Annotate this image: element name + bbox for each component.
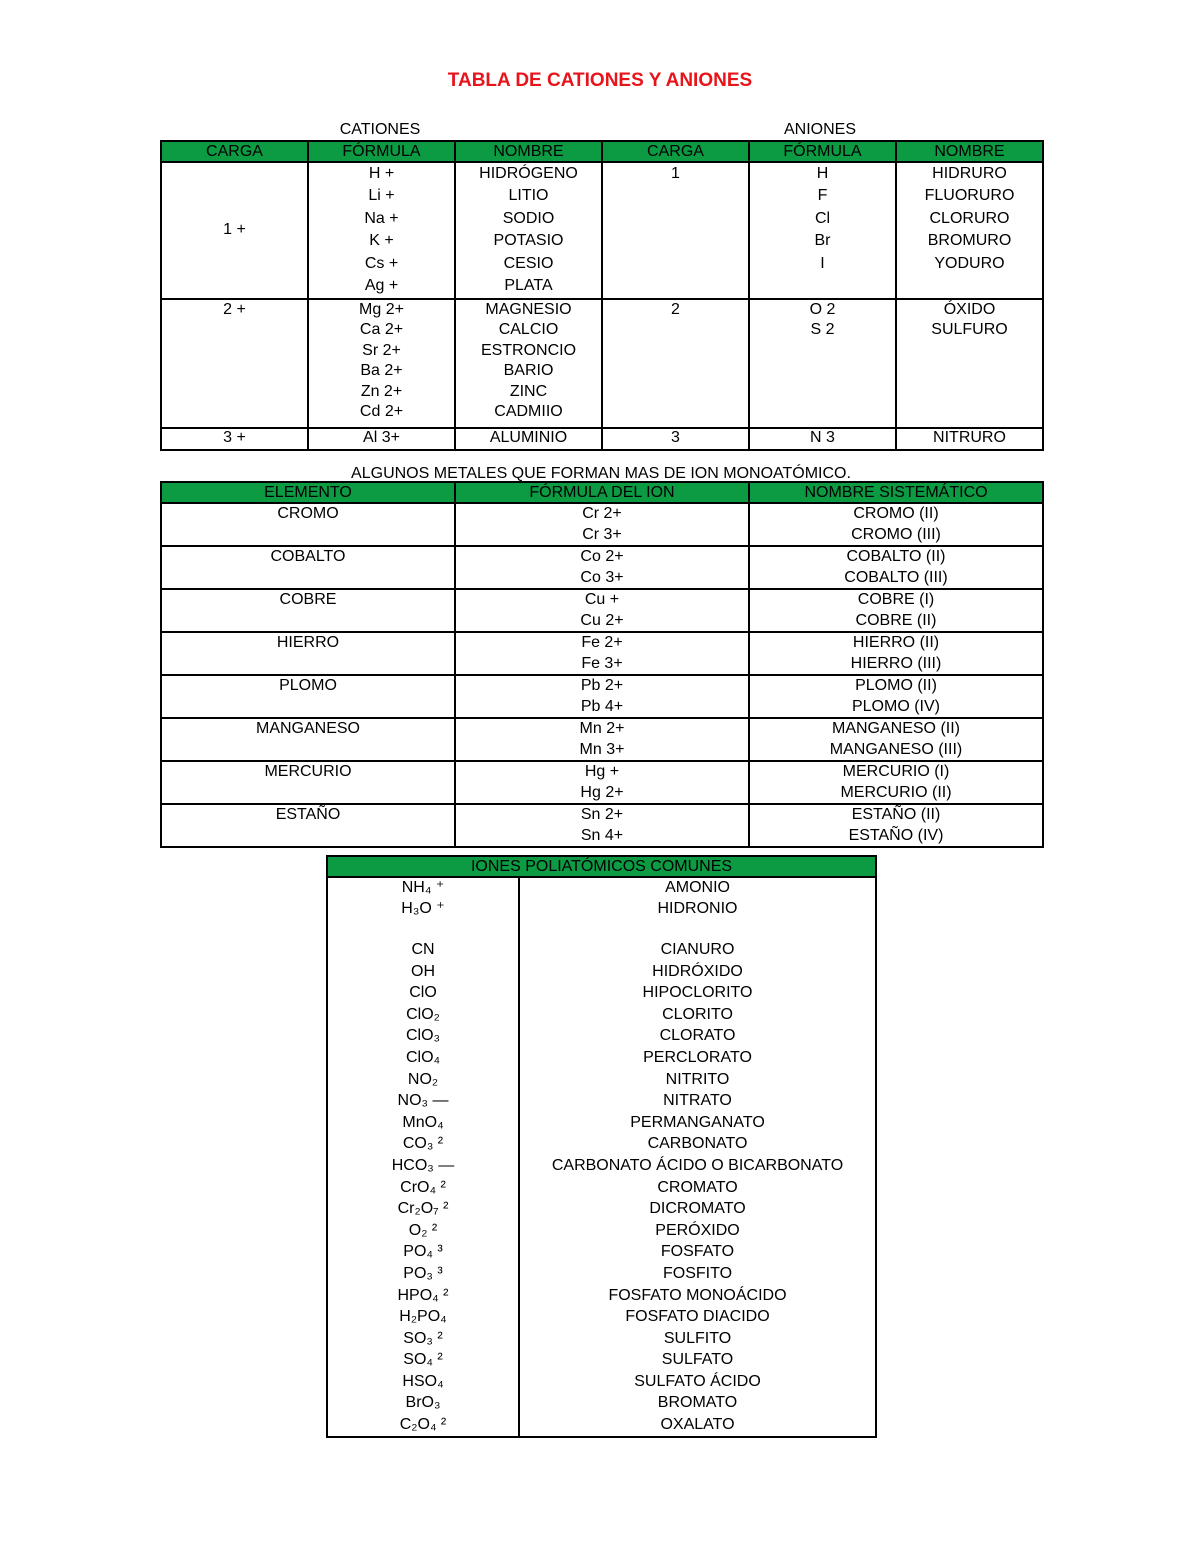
col-header-nombre-sistematico: NOMBRE SISTEMÁTICO [749,482,1043,503]
polyatomic-row [327,877,876,1437]
poly-formula: HSO₄ [402,1372,444,1390]
poly-name: SULFATO [661,1351,734,1369]
cation-charge: 1 + [223,221,246,239]
poly-name: CROMATO [657,1178,738,1196]
metal-row [161,546,1043,589]
poly-formula: ClO₂ [406,1005,440,1023]
metal-systematic-name: COBALTO (III) [844,568,948,586]
anion-name: BROMURO [927,232,1012,250]
metal-ions-cell [455,761,749,804]
anion-formula: F [817,187,828,205]
ions-table-header [161,141,1043,162]
metal-ion-formula: Mn 3+ [579,740,625,758]
poly-formula: MnO₄ [402,1113,444,1131]
cation-name: POTASIO [493,232,564,250]
poly-formula: BrO₃ [405,1394,441,1412]
anion-charge: 1 [671,165,680,182]
cation-name: MAGNESIO [485,301,572,318]
metal-element-cell [161,503,455,546]
poly-formula: SO₄ ² [403,1351,443,1369]
col-header-nombre: NOMBRE [455,141,602,162]
metal-names-cell [749,804,1043,847]
cation-formula: K + [369,232,394,250]
cation-formula: Ca 2+ [359,321,404,339]
metal-element-cell [161,804,455,847]
metal-systematic-name: COBRE (I) [857,591,935,608]
poly-formula: NH₄ ⁺ [401,879,445,896]
anion-name-cell [896,428,1043,450]
anion-name: YODURO [934,254,1005,272]
metal-names-cell [749,761,1043,804]
metal-ions-cell [455,589,749,632]
metal-systematic-name: COBALTO (II) [846,548,946,565]
metal-names-cell [749,675,1043,718]
metal-systematic-name: CROMO (III) [851,525,941,543]
polyatomic-table-header [327,856,876,877]
anion-formula: O 2 [809,301,836,318]
anion-charge: 2 [671,301,680,318]
metal-systematic-name: HIERRO (II) [852,634,940,651]
cationes-label: CATIONES [339,121,421,138]
poly-name: PERMANGANATO [630,1113,765,1131]
anion-formula: I [820,254,825,272]
polyatomic-table [326,855,877,1438]
cation-formula: Sr 2+ [362,341,401,359]
metal-row [161,503,1043,546]
cation-name: ESTRONCIO [480,341,577,359]
cation-name: CALCIO [498,321,559,339]
poly-formula: PO₄ ³ [403,1243,443,1261]
metal-element: HIERRO [276,634,340,651]
cation-name: HIDRÓGENO [479,165,578,182]
cation-name: PLATA [504,276,553,294]
poly-formula: SO₃ ² [403,1329,443,1347]
poly-formula: HCO₃ — [391,1156,455,1174]
poly-name: HIPOCLORITO [642,984,753,1002]
metal-ion-formula: Co 3+ [580,568,624,586]
metal-systematic-name: CROMO (II) [853,505,939,522]
metal-ion-formula: Cu + [584,591,620,608]
anion-formula: Br [814,232,831,250]
metal-systematic-name: HIERRO (III) [850,654,942,672]
poly-formula: OH [411,962,435,980]
metal-element-cell [161,675,455,718]
metal-row [161,632,1043,675]
metal-names-cell [749,546,1043,589]
poly-name: SULFATO ÁCIDO [634,1372,761,1390]
cation-name-cell [455,162,602,299]
metal-ion-formula: Sn 2+ [580,806,624,823]
spacer [520,919,875,939]
page-title: TABLA DE CATIONES Y ANIONES [447,70,753,91]
col-header-formula: FÓRMULA [749,141,896,162]
metal-systematic-name: PLOMO (IV) [851,697,940,715]
metal-element-cell [161,761,455,804]
poly-formula: Cr₂O₇ ² [397,1200,449,1218]
metal-ions-cell [455,804,749,847]
anion-name: CLORURO [929,209,1010,227]
metal-row [161,804,1043,847]
metal-element-cell [161,546,455,589]
group-row [161,162,1043,299]
anion-name: SULFURO [931,321,1008,339]
poly-formula: O₂ ² [408,1221,438,1239]
metal-systematic-name: ESTAÑO (II) [851,806,941,823]
metal-row [161,718,1043,761]
poly-formula: H₃O ⁺ [401,899,445,917]
poly-name: CLORITO [662,1005,733,1023]
metals-table-header [161,482,1043,503]
ions-table [160,140,1044,451]
cation-formula-cell [308,162,455,299]
metal-element-cell [161,589,455,632]
metal-element: COBRE [279,591,337,608]
aniones-label: ANIONES [783,121,856,138]
metal-row [161,761,1043,804]
metal-systematic-name: MERCURIO (II) [840,783,952,801]
poly-name: FOSFITO [662,1264,733,1282]
anion-charge-cell [602,162,749,299]
metal-ion-formula: Mn 2+ [579,720,625,737]
poly-formula: ClO [409,984,437,1002]
cation-formula: Na + [364,209,399,227]
cation-formula: Al 3+ [363,429,400,446]
cation-charge: 3 + [223,429,246,446]
metal-element: ESTAÑO [275,806,341,823]
poly-name: HIDRONIO [657,899,738,917]
cation-formula: Cs + [364,254,399,272]
poly-name: NITRATO [663,1092,732,1110]
metal-ion-formula: Sn 4+ [580,826,624,844]
anion-formula: Cl [814,209,831,227]
cation-name: CADMIIO [494,402,563,420]
poly-name: OXALATO [660,1416,735,1434]
cation-name: BARIO [503,362,554,380]
metal-systematic-name: MANGANESO (III) [829,740,963,758]
anion-name: ÓXIDO [943,301,996,318]
metal-names-cell [749,632,1043,675]
cation-formula-cell [308,299,455,428]
metal-ion-formula: Cr 3+ [582,525,622,543]
poly-name: SULFITO [663,1329,732,1347]
metal-ion-formula: Pb 2+ [580,677,624,694]
metal-ion-formula: Pb 4+ [580,697,624,715]
anion-name-cell [896,299,1043,428]
poly-formula-cell [327,877,519,1437]
spacer [328,919,518,939]
poly-name: FOSFATO [660,1243,735,1261]
cation-name: SODIO [502,209,555,227]
cation-formula-cell [308,428,455,450]
anion-name: FLUORURO [924,187,1015,205]
anion-name: HIDRURO [932,165,1007,182]
metal-ion-formula: Cu 2+ [580,611,624,629]
group-row [161,428,1043,450]
cation-formula: Mg 2+ [359,301,404,318]
col-header-elemento: ELEMENTO [161,482,455,503]
metal-ion-formula: Hg 2+ [580,783,624,801]
cation-name-cell [455,428,602,450]
anion-name-cell [896,162,1043,299]
col-header-poly: IONES POLIATÓMICOS COMUNES [327,856,876,877]
anion-formula: N 3 [810,429,835,446]
metal-systematic-name: MANGANESO (II) [831,720,960,737]
poly-formula: ClO₄ [405,1048,441,1066]
anion-charge-cell [602,299,749,428]
poly-formula: PO₃ ³ [403,1264,443,1282]
metal-names-cell [749,503,1043,546]
poly-name-cell [519,877,876,1437]
metals-caption: ALGUNOS METALES QUE FORMAN MAS DE ION MONOATÓMICO. [351,465,851,482]
metal-element: PLOMO [279,677,337,694]
cation-name: ALUMINIO [489,429,568,446]
metal-row [161,589,1043,632]
cation-name: ZINC [509,382,548,400]
cation-charge-cell [161,162,308,299]
cation-charge-cell [161,428,308,450]
cation-formula: Cd 2+ [359,402,404,420]
poly-name: FOSFATO DIACIDO [625,1308,770,1326]
metal-ions-cell [455,503,749,546]
poly-formula: ClO₃ [405,1027,441,1045]
metal-systematic-name: PLOMO (II) [855,677,937,694]
anion-charge-cell [602,428,749,450]
group-row [161,299,1043,428]
poly-name: DICROMATO [649,1200,746,1218]
poly-formula: NO₃ — [397,1092,449,1110]
metal-element: MERCURIO [264,763,352,780]
metal-element: COBALTO [270,548,346,565]
metal-ion-formula: Co 2+ [580,548,624,565]
anion-formula-cell [749,428,896,450]
poly-name: CARBONATO [647,1135,748,1153]
metal-element-cell [161,632,455,675]
col-header-carga: CARGA [602,141,749,162]
col-header-formula: FÓRMULA [308,141,455,162]
poly-name: CLORATO [659,1027,736,1045]
col-header-formula-ion: FÓRMULA DEL ION [455,482,749,503]
col-header-carga: CARGA [161,141,308,162]
anion-formula-cell [749,299,896,428]
poly-name: CIANURO [660,941,735,958]
cation-formula: Ba 2+ [360,362,403,380]
cation-formula: Zn 2+ [360,382,403,400]
metal-ion-formula: Fe 2+ [581,634,623,651]
metal-ion-formula: Cr 2+ [582,505,622,522]
poly-name: BROMATO [657,1394,738,1412]
cation-charge-cell [161,299,308,428]
metal-element: CROMO [277,505,339,522]
metal-row [161,675,1043,718]
cation-name: CESIO [503,254,554,272]
cation-charge: 2 + [223,301,246,318]
poly-name: HIDRÓXIDO [652,962,743,980]
poly-formula: CN [411,941,435,958]
metal-ion-formula: Fe 3+ [581,654,623,672]
poly-name: NITRITO [665,1070,730,1088]
metal-ions-cell [455,546,749,589]
anion-formula-cell [749,162,896,299]
metal-ions-cell [455,632,749,675]
poly-formula: CrO₄ ² [400,1178,446,1196]
metal-systematic-name: MERCURIO (I) [842,763,950,780]
anion-formula: H [816,165,829,182]
cation-name-cell [455,299,602,428]
metal-systematic-name: COBRE (II) [855,611,937,629]
poly-name: AMONIO [665,879,730,896]
poly-formula: H₂PO₄ [399,1308,447,1326]
metals-table [160,481,1044,848]
cation-name: LITIO [508,187,549,205]
cation-formula: H + [368,165,395,182]
poly-name: PERÓXIDO [655,1221,740,1239]
poly-formula: NO₂ [407,1070,439,1088]
poly-formula: CO₃ ² [402,1135,444,1153]
poly-formula: HPO₄ ² [397,1286,449,1304]
cation-formula: Li + [368,187,395,205]
anion-charge: 3 [671,429,680,446]
metal-names-cell [749,718,1043,761]
metal-element-cell [161,718,455,761]
anion-formula: S 2 [810,321,835,339]
poly-name: FOSFATO MONOÁCIDO [608,1286,787,1304]
metal-ion-formula: Hg + [584,763,620,780]
metal-ions-cell [455,718,749,761]
metal-element: MANGANESO [255,720,360,737]
cation-formula: Ag + [364,276,399,294]
poly-name: PERCLORATO [643,1048,752,1066]
anion-name: NITRURO [933,429,1006,446]
metal-ions-cell [455,675,749,718]
poly-name: CARBONATO ÁCIDO O BICARBONATO [551,1156,844,1174]
col-header-nombre: NOMBRE [896,141,1043,162]
metal-systematic-name: ESTAÑO (IV) [848,826,944,844]
poly-formula: C₂O₄ ² [399,1416,447,1434]
metal-names-cell [749,589,1043,632]
